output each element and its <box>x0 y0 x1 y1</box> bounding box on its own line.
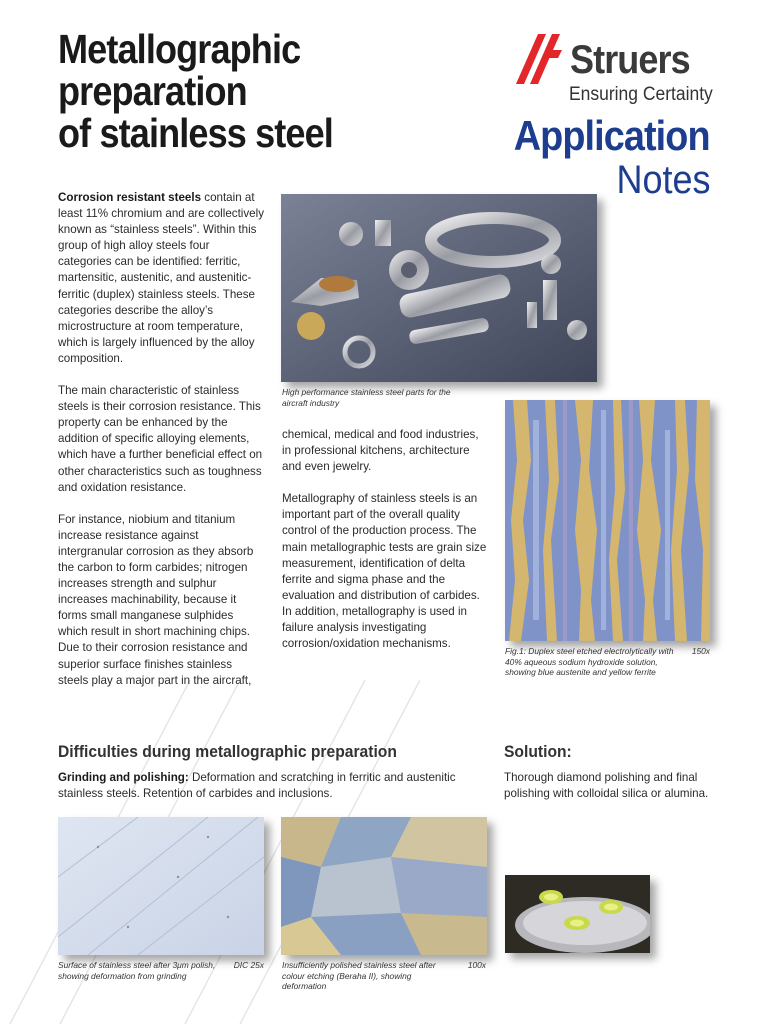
aircraft-parts-photo <box>281 194 597 382</box>
page-title <box>58 28 428 154</box>
specimen-holder-photo <box>505 875 650 953</box>
difficulties-label: Grinding and polishing: <box>58 771 189 784</box>
fig1-magnification: 150x <box>691 646 710 656</box>
bottom-image-2-magnification: 100x <box>467 960 486 970</box>
intro-paragraph-1: Corrosion resistant steels contain at least 11% chromium and are collectively known as “stainless steels”. Within this group of high alloy steels four categories can be identified: ferritic, martensitic, austenitic, and austenitic-ferritic (duplex) stainless steels. These categories describe the alloy’s microstructure at room temperature, which is largely influenced by the alloy composition. <box>58 191 264 365</box>
title-line-3: of stainless steel <box>58 110 333 156</box>
series-subtitle: Notes <box>615 158 710 202</box>
bottom-image-1-magnification: DIC 25x <box>233 960 264 970</box>
intro-paragraph-2: The main characteristic of stainless steels is their corrosion resistance. This property can be enhanced by the addition of specific alloying elements, which have a further beneficial effect on other characteristics such as toughness and oxidation resistance. <box>58 384 263 494</box>
brand-tagline: Ensuring Certainty <box>569 84 713 105</box>
intro-column <box>58 190 264 705</box>
solution-heading: Solution: <box>504 742 572 761</box>
intro-paragraph-3: For instance, niobium and titanium increase resistance against intergranular corrosion as they absorb the carbon to form carbides; nitrogen increases strength and sulphur increases machinability, because it forms small manganese sulphides which result in short machining chips. Due to their corrosion resistance and superior surface finishes stainless steels play a major part in the aircraft, <box>58 512 254 687</box>
aircraft-photo-caption: High performance stainless steel parts for the aircraft industry <box>282 387 451 408</box>
polished-surface-micrograph <box>58 817 264 955</box>
solution-text: Thorough diamond polishing and final polishing with colloidal silica or alumina. <box>504 771 709 801</box>
middle-paragraph-1: chemical, medical and food industries, in professional kitchens, architecture and even jewelry. <box>282 428 479 474</box>
colour-etched-micrograph <box>281 817 487 955</box>
series-title: Application <box>514 112 710 159</box>
difficulties-text: Grinding and polishing: Deformation and scratching in ferritic and austenitic stainless steels. Retention of carbides and inclusions. <box>58 771 456 801</box>
brand-name: Struers <box>570 38 690 82</box>
struers-logo-icon <box>516 34 564 84</box>
difficulties-heading: Difficulties during metallographic preparation <box>58 742 397 761</box>
middle-paragraph-2: Metallography of stainless steels is an important part of the overall quality control of the production process. The main metallographic tests are grain size measurement, identification of delta ferrite and sigma phase and the evaluation and distribution of carbides. In addition, metallography is used in failure analysis investigating corrosion/oxidation mechanisms. <box>282 492 487 651</box>
title-line-1: Metallographic <box>58 26 301 72</box>
fig1-caption: Fig.1: Duplex steel etched electrolytically with 40% aqueous sodium hydroxide solution, showing blue austenite and yellow ferrite <box>505 646 674 677</box>
middle-column <box>282 427 488 668</box>
title-line-2: preparation <box>58 68 247 114</box>
duplex-steel-micrograph <box>505 400 710 641</box>
bottom-image-2-caption: Insufficiently polished stainless steel after colour etching (Beraha II), showing deformation <box>282 960 436 991</box>
intro-lead: Corrosion resistant steels <box>58 191 202 204</box>
bottom-image-1-caption: Surface of stainless steel after 3μm polish, showing deformation from grinding <box>58 960 216 981</box>
